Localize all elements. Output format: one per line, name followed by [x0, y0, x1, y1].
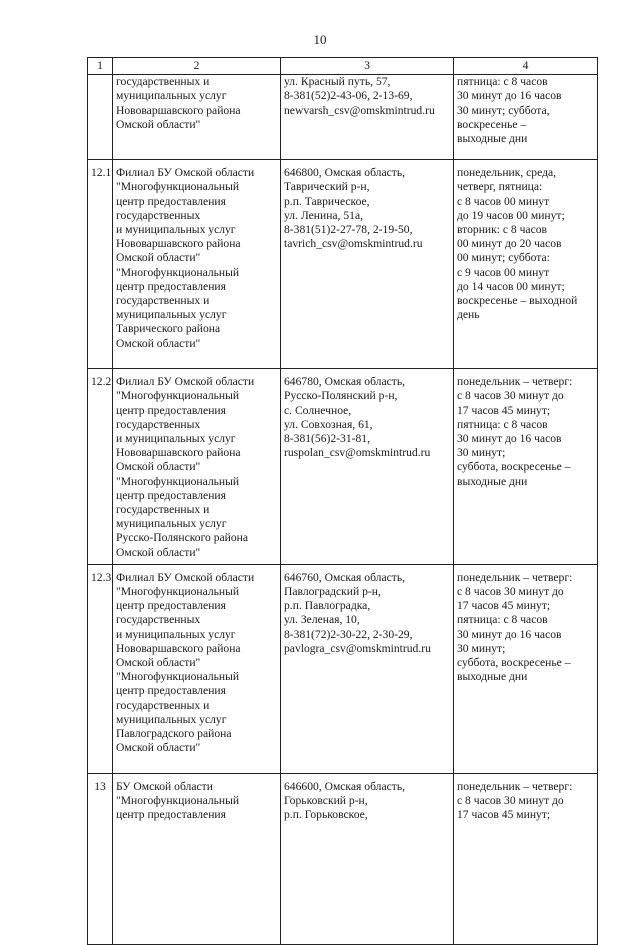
table-row: [88, 75, 598, 160]
institution-address: 646780, Омская область, Русско-Полянский р-н, с. Солнечное, ул. Совхозная, 61, 8-381(56)2-31-81, ruspolan_csv@omskmintrud.ru: [281, 369, 454, 565]
table-row: [88, 160, 598, 369]
working-hours: понедельник – четверг: с 8 часов 30 минут до 17 часов 45 минут; пятница: с 8 часов 30 минут до 16 часов 30 минут; суббота, воскресенье – выходные дни: [454, 564, 598, 773]
row-number: [88, 75, 113, 160]
institution-address: 646760, Омская область, Павлоградский р-н, р.п. Павлоградка, ул. Зеленая, 10, 8-381(72)2-30-22, 2-30-29, pavlogra_csv@omskmintrud.ru: [281, 564, 454, 773]
branches-table: [87, 57, 598, 945]
institution-name: Филиал БУ Омской области "Многофункциональный центр предоставления государственных и муниципальных услуг Нововаршавского района Омской области" "Многофункциональный центр предоставления государственных и муниципальных услуг Таврического района Омской области": [113, 160, 281, 369]
row-number: 12.2: [88, 369, 113, 565]
working-hours: понедельник, среда, четверг, пятница: с 8 часов 00 минут до 19 часов 00 минут; вторник: с 8 часов 00 минут до 20 часов 00 минут; суббота: с 9 часов 00 минут до 14 часов 00 минут; воскресенье – выходной день: [454, 160, 598, 369]
header-cell: 4: [454, 58, 598, 75]
header-cell: 3: [281, 58, 454, 75]
table-header-row: [88, 58, 598, 75]
institution-name: государственных и муниципальных услуг Нововаршавского района Омской области": [113, 75, 281, 160]
page-number: 10: [313, 32, 327, 47]
table-row: [88, 564, 598, 773]
institution-name: БУ Омской области "Многофункциональный центр предоставления: [113, 773, 281, 944]
working-hours: пятница: с 8 часов 30 минут до 16 часов 30 минут; суббота, воскресенье – выходные дни: [454, 75, 598, 160]
institution-address: 646600, Омская область, Горьковский р-н, р.п. Горьковское,: [281, 773, 454, 944]
institution-address: 646800, Омская область, Таврический р-н, р.п. Таврическое, ул. Ленина, 51а, 8-381(51)2-27-78, 2-19-50, tavrich_csv@omskmintrud.ru: [281, 160, 454, 369]
institution-name: Филиал БУ Омской области "Многофункциональный центр предоставления государственных и муниципальных услуг Нововаршавского района Омской области" "Многофункциональный центр предоставления государственных и муниципальных услуг Русско-Полянского района Омской области": [113, 369, 281, 565]
working-hours: понедельник – четверг: с 8 часов 30 минут до 17 часов 45 минут;: [454, 773, 598, 944]
working-hours: понедельник – четверг: с 8 часов 30 минут до 17 часов 45 минут; пятница: с 8 часов 30 минут до 16 часов 30 минут; суббота, воскресенье – выходные дни: [454, 369, 598, 565]
institution-address: ул. Красный путь, 57, 8-381(52)2-43-06, 2-13-69, newvarsh_csv@omskmintrud.ru: [281, 75, 454, 160]
header-cell: 1: [88, 58, 113, 75]
row-number: 13: [88, 773, 113, 944]
row-number: 12.1: [88, 160, 113, 369]
row-number: 12.3: [88, 564, 113, 773]
institution-name: Филиал БУ Омской области "Многофункциональный центр предоставления государственных и муниципальных услуг Нововаршавского района Омской области" "Многофункциональный центр предоставления государственных и муниципальных услуг Павлоградского района Омской области": [113, 564, 281, 773]
header-cell: 2: [113, 58, 281, 75]
table-row: [88, 773, 598, 944]
table-row: [88, 369, 598, 565]
